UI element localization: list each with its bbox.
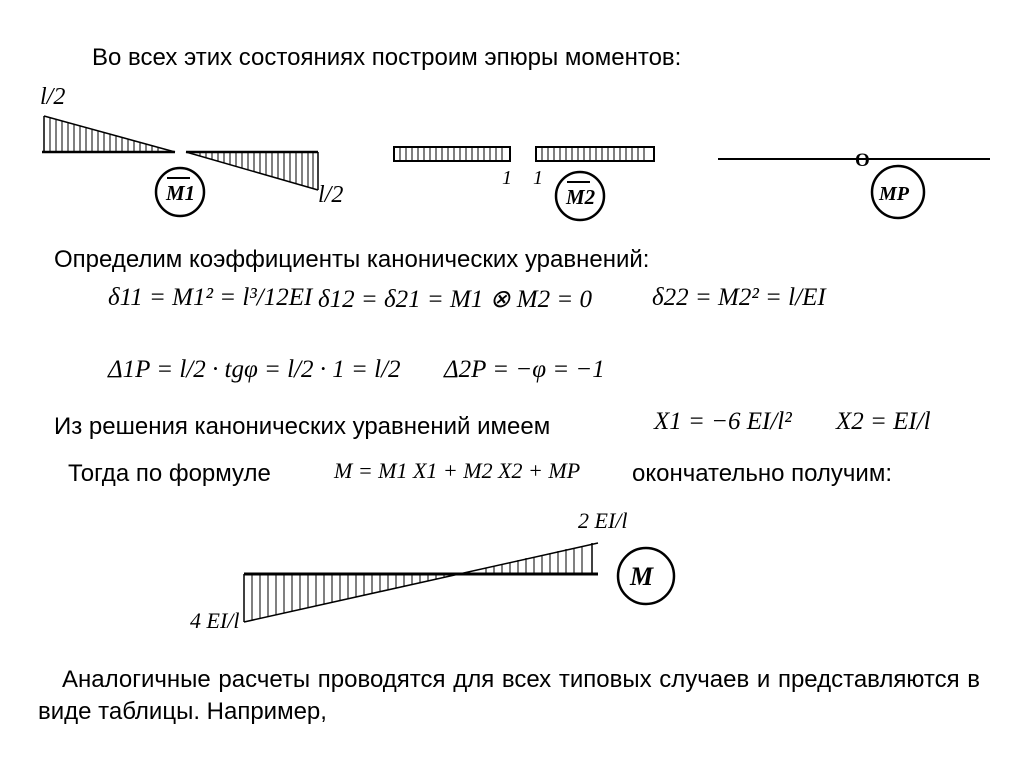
formula-X2: X2 = EI/l xyxy=(836,408,931,435)
solution-text: Из решения канонических уравнений имеем xyxy=(54,413,551,440)
final-bottom-label: 4 EI/l xyxy=(190,608,240,633)
diagram-mp xyxy=(718,159,990,218)
m1-circle-label: M1 xyxy=(166,181,196,205)
formula-M: M = M1 X1 + M2 X2 + MP xyxy=(334,458,581,483)
formula-suffix: окончательно получим: xyxy=(632,460,892,487)
formula-Delta2P: Δ2P = −φ = −1 xyxy=(444,356,605,383)
mp-circle-label: MP xyxy=(879,183,909,205)
closing-paragraph: Аналогичные расчеты проводятся для всех типовых случаев и представляются в виде таблицы. Например, xyxy=(38,666,980,725)
formula-delta22: δ22 = M2² = l/EI xyxy=(652,284,826,311)
coefficients-intro: Определим коэффициенты канонических уравнений: xyxy=(54,246,650,273)
formula-delta11: δ11 = M1² = l³/12EI xyxy=(108,284,313,311)
m2-left-label: 1 xyxy=(502,167,512,189)
m2-right-label: 1 xyxy=(533,167,543,189)
formula-delta12: δ12 = δ21 = M1 ⊗ M2 = 0 xyxy=(318,286,592,313)
heading: Во всех этих состояниях построим эпюры моментов: xyxy=(92,44,682,71)
mp-zero-label: O xyxy=(855,150,870,171)
m2-circle-label: M2 xyxy=(566,185,596,209)
m1-left-label: l/2 xyxy=(40,84,66,110)
m1-right-label: l/2 xyxy=(318,182,344,208)
final-diagram-m xyxy=(244,543,674,622)
diagram-m2 xyxy=(394,147,654,220)
formula-prefix: Тогда по формуле xyxy=(68,460,271,487)
final-circle-label: M xyxy=(630,562,654,591)
final-top-label: 2 EI/l xyxy=(578,508,628,533)
formula-Delta1P: Δ1P = l/2 · tgφ = l/2 · 1 = l/2 xyxy=(108,356,401,383)
formula-X1: X1 = −6 EI/l² xyxy=(654,408,792,435)
